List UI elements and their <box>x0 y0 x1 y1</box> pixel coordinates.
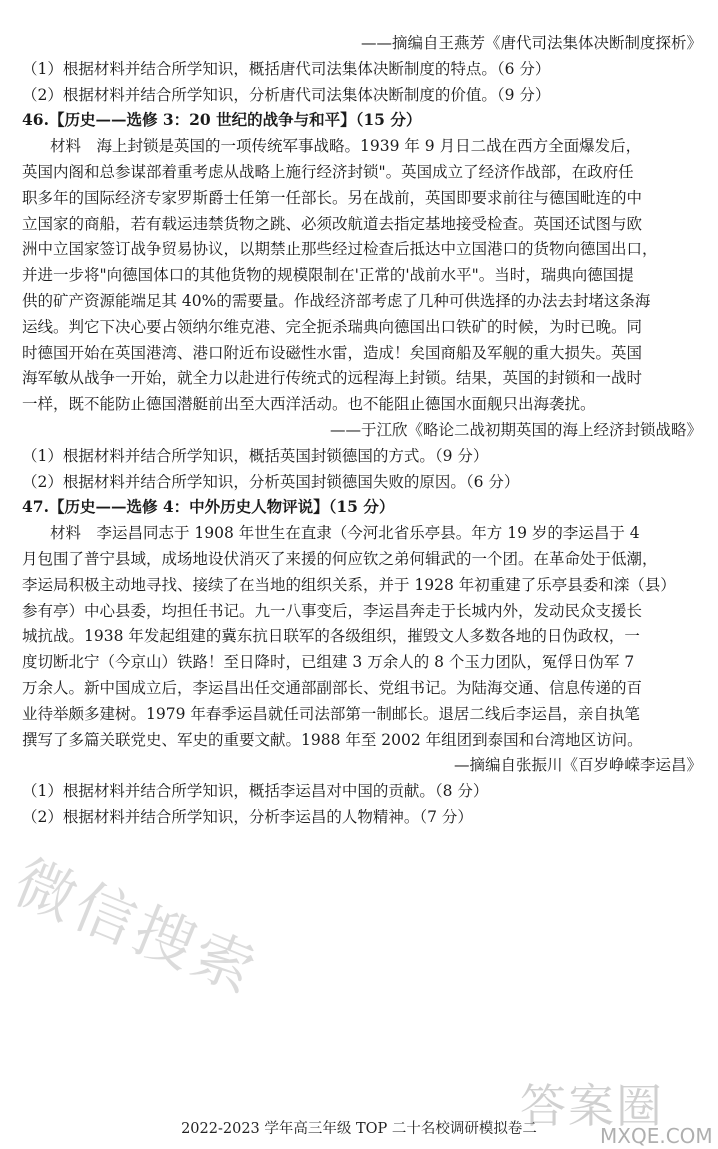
material-paragraph-line: 时德国开始在英国港湾、港口附近布设磁性水雷，造成！矣国商船及军舰的重大损失。英国 <box>22 343 643 362</box>
material-paragraph-line: 度切断北宁（今京山）铁路！至日降时，已组建 3 万余人的 8 个玉力团队，冤俘日伪军 7 <box>22 653 635 672</box>
material-paragraph-line: 材料 海上封锁是英国的一项传统军事战略。1939 年 9 月日二战在西方全面爆发后， <box>50 137 642 156</box>
question-item: （2）根据材料并结合所学知识，分析唐代司法集体决断制度的价值。（9 分） <box>22 85 551 104</box>
watermark-text: 微信搜索 <box>4 847 268 1009</box>
question-item: （1）根据材料并结合所学知识，概括李运昌对中国的贡献。（8 分） <box>22 782 489 801</box>
material-paragraph-line: 运线。判它下决心要占领纳尔维克港、完全扼杀瑞典向德国出口铁矿的时候，为时已晚。同 <box>22 317 643 336</box>
material-paragraph-line: 一样，既不能防止德国潜艇前出至大西洋活动。也不能阻止德国水面舰只出海袭扰。 <box>22 395 596 414</box>
material-paragraph-line: 立国家的商船，若有载运违禁货物之跳、必须改航道去指定基地接受检查。英国还试图与欧 <box>22 214 643 233</box>
material-paragraph-line: 李运局积极主动地寻找、接续了在当地的组织关系，并于 1928 年初重建了乐亭县委和滦（县） <box>22 575 676 594</box>
watermark-brand: MXQE.COM <box>600 1124 713 1148</box>
question-heading: 47.【历史——选修 4：中外历史人物评说】（15 分） <box>22 497 395 517</box>
question-item: （1）根据材料并结合所学知识，概括唐代司法集体决断制度的特点。（6 分） <box>22 59 551 78</box>
material-paragraph-line: 业待举颇多建树。1979 年春季运昌就任司法部第一制邮长。退居二线后李运昌，亲自执笔 <box>22 704 640 723</box>
material-paragraph-line: 万余人。新中国成立后，李运昌出任交通部副部长、党组书记。为陆海交通、信息传递的百 <box>22 679 643 697</box>
material-paragraph-line: 材料 李运昌同志于 1908 年世生在直隶（今河北省乐亭县。年方 19 岁的李运昌于 4 <box>50 524 640 543</box>
material-paragraph-line: 城抗战。1938 年发起组建的冀东抗日联军的各级组织，摧毁文人多数各地的日伪政权，一 <box>22 627 640 646</box>
question-item: （1）根据材料并结合所学知识，概括英国封锁德国的方式。（9 分） <box>22 446 489 465</box>
material-paragraph-line: 并进一步将"向德国体口的其他货物的规模限制在'正常的'战前水平"。当时，瑞典向德国提 <box>22 266 634 285</box>
question-heading: 46.【历史——选修 3：20 世纪的战争与和平】（15 分） <box>22 110 422 130</box>
source-citation: —摘编自张振川《百岁峥嵘李运昌》 <box>453 756 702 775</box>
material-paragraph-line: 供的矿产资源能端足其 40%的需要量。作战经济部考虑了几种可供选择的办法去封堵这条海 <box>22 292 651 310</box>
material-paragraph-line: 海军敏从战争一开始，就全力以赴进行传统式的远程海上封锁。结果，英国的封锁和一战时 <box>22 369 643 388</box>
source-citation: ——于江欣《略论二战初期英国的海上经济封锁战略》 <box>329 421 702 439</box>
material-paragraph-line: 撰写了多篇关联党史、军史的重要文献。1988 年至 2002 年组团到泰国和台湾地区访问。 <box>22 730 643 749</box>
material-paragraph-line: 参有亭）中心县委，均担任书记。九一八事变后，李运昌奔走于长城内外，发动民众支援长 <box>22 601 643 620</box>
source-citation: ——摘编自王燕芳《唐代司法集体决断制度探析》 <box>360 34 702 52</box>
material-paragraph-line: 洲中立国家签订战争贸易协议，以期禁止那些经过检查后抵达中立国港口的货物向德国出口， <box>22 240 658 259</box>
question-item: （2）根据材料并结合所学知识，分析李运昌的人物精神。（7 分） <box>22 808 473 826</box>
question-item: （2）根据材料并结合所学知识，分析英国封锁德国失败的原因。（6 分） <box>22 472 520 491</box>
material-paragraph-line: 月包围了普宁县域，成场地设伏消灭了来援的何应钦之弟何辑武的一个团。在革命处于低潮， <box>22 550 658 568</box>
page-footer: 2022-2023 学年高三年级 TOP 二十名校调研模拟卷二 <box>181 1121 537 1137</box>
material-paragraph-line: 职多年的国际经济专家罗斯爵士任第一任部长。另在战前，英国即要求前往与德国毗连的中 <box>22 188 643 207</box>
watermark-stamp: 答案圈 <box>520 1079 664 1133</box>
material-paragraph-line: 英国内阁和总参谋部着重考虑从战略上施行经济封锁"。英国成立了经济作战部，在政府任 <box>22 163 634 181</box>
